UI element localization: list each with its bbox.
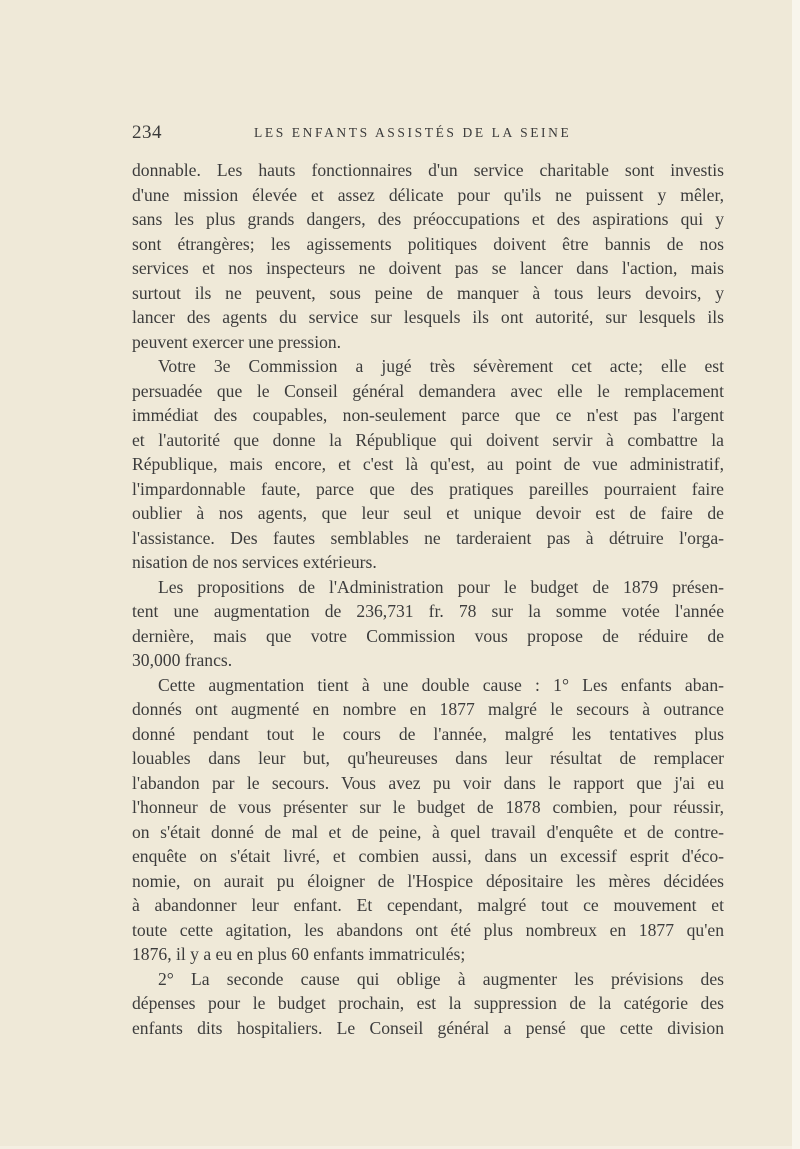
text-line: l'abandon par le secours. Vous avez pu voir dans le rapport que j'ai eu bbox=[132, 772, 724, 793]
text-line: l'assistance. Des fautes semblables ne tarderaient pas à détruire l'orga- bbox=[132, 527, 724, 548]
text-line: on s'était donné de mal et de peine, à quel travail d'enquête et de contre- bbox=[132, 821, 724, 842]
text-line: services et nos inspecteurs ne doivent pas se lancer dans l'action, mais bbox=[132, 258, 724, 278]
text-line: Les propositions de l'Administration pour le budget de 1879 présen- bbox=[158, 576, 724, 597]
running-title: LES ENFANTS ASSISTÉS DE LA SEINE bbox=[254, 125, 572, 140]
text-line: 1876, il y a eu en plus 60 enfants immatriculés; bbox=[132, 944, 466, 964]
text-line: nisation de nos services extérieurs. bbox=[132, 552, 377, 572]
text-line: Votre 3e Commission a jugé très sévèrement cet acte; elle est bbox=[158, 356, 724, 376]
text-line: et l'autorité que donne la République qui doivent servir à combattre la bbox=[132, 429, 724, 450]
text-line: peuvent exercer une pression. bbox=[132, 331, 342, 352]
text-line: sont étrangères; les agissements politiques doivent être bannis de nos bbox=[132, 233, 724, 254]
text-line: louables dans leur but, qu'heureuses dans leur résultat de remplacer bbox=[132, 748, 724, 768]
text-line: surtout ils ne peuvent, sous peine de manquer à tous leurs devoirs, y bbox=[132, 282, 724, 303]
text-line: lancer des agents du service sur lesquels ils ont autorité, sur lesquels ils bbox=[132, 307, 724, 327]
text-line: 30,000 francs. bbox=[132, 650, 233, 670]
text-line: nomie, on aurait pu éloigner de l'Hospice dépositaire les mères décidées bbox=[132, 870, 724, 891]
text-line: donné pendant tout le cours de l'année, malgré les tentatives plus bbox=[132, 723, 724, 744]
text-line: 2° La seconde cause qui oblige à augmenter les prévisions des bbox=[158, 968, 724, 989]
text-line: enfants dits hospitaliers. Le Conseil général a pensé que cette division bbox=[132, 1017, 724, 1038]
text-line: Cette augmentation tient à une double cause : 1° Les enfants aban- bbox=[158, 674, 724, 695]
text-line: persuadée que le Conseil général demandera avec elle le remplacement bbox=[132, 380, 724, 401]
text-line: oublier à nos agents, que leur seul et unique devoir est de faire de bbox=[132, 503, 724, 523]
page-number: 234 bbox=[132, 122, 162, 143]
text-line: République, mais encore, et c'est là qu'est, au point de vue administratif, bbox=[132, 454, 724, 474]
scan-margin bbox=[792, 0, 800, 1149]
text-line: immédiat des coupables, non-seulement parce que ce n'est pas l'argent bbox=[132, 405, 724, 425]
text-line: dépenses pour le budget prochain, est la suppression de la catégorie des bbox=[132, 993, 724, 1013]
text-line: d'une mission élevée et assez délicate pour qu'ils ne puissent y mêler, bbox=[132, 184, 724, 205]
text-line: l'honneur de vous présenter sur le budget de 1878 combien, pour réussir, bbox=[132, 797, 724, 817]
text-line: donnés ont augmenté en nombre en 1877 malgré le secours à outrance bbox=[132, 699, 724, 719]
text-line: l'impardonnable faute, parce que des pratiques pareilles pourraient faire bbox=[132, 478, 724, 499]
text-line: sans les plus grands dangers, des préoccupations et des aspirations qui y bbox=[132, 209, 724, 229]
text-line: à abandonner leur enfant. Et cependant, malgré tout ce mouvement et bbox=[132, 895, 724, 915]
text-line: tent une augmentation de 236,731 fr. 78 sur la somme votée l'année bbox=[132, 601, 724, 621]
text-line: donnable. Les hauts fonctionnaires d'un service charitable sont investis bbox=[132, 160, 724, 180]
page-header bbox=[132, 122, 724, 146]
body-text bbox=[132, 158, 724, 1040]
text-line: enquête on s'était livré, et combien aussi, dans un excessif esprit d'éco- bbox=[132, 846, 724, 866]
text-line: dernière, mais que votre Commission vous propose de réduire de bbox=[132, 625, 724, 646]
text-line: toute cette agitation, les abandons ont été plus nombreux en 1877 qu'en bbox=[132, 919, 724, 940]
